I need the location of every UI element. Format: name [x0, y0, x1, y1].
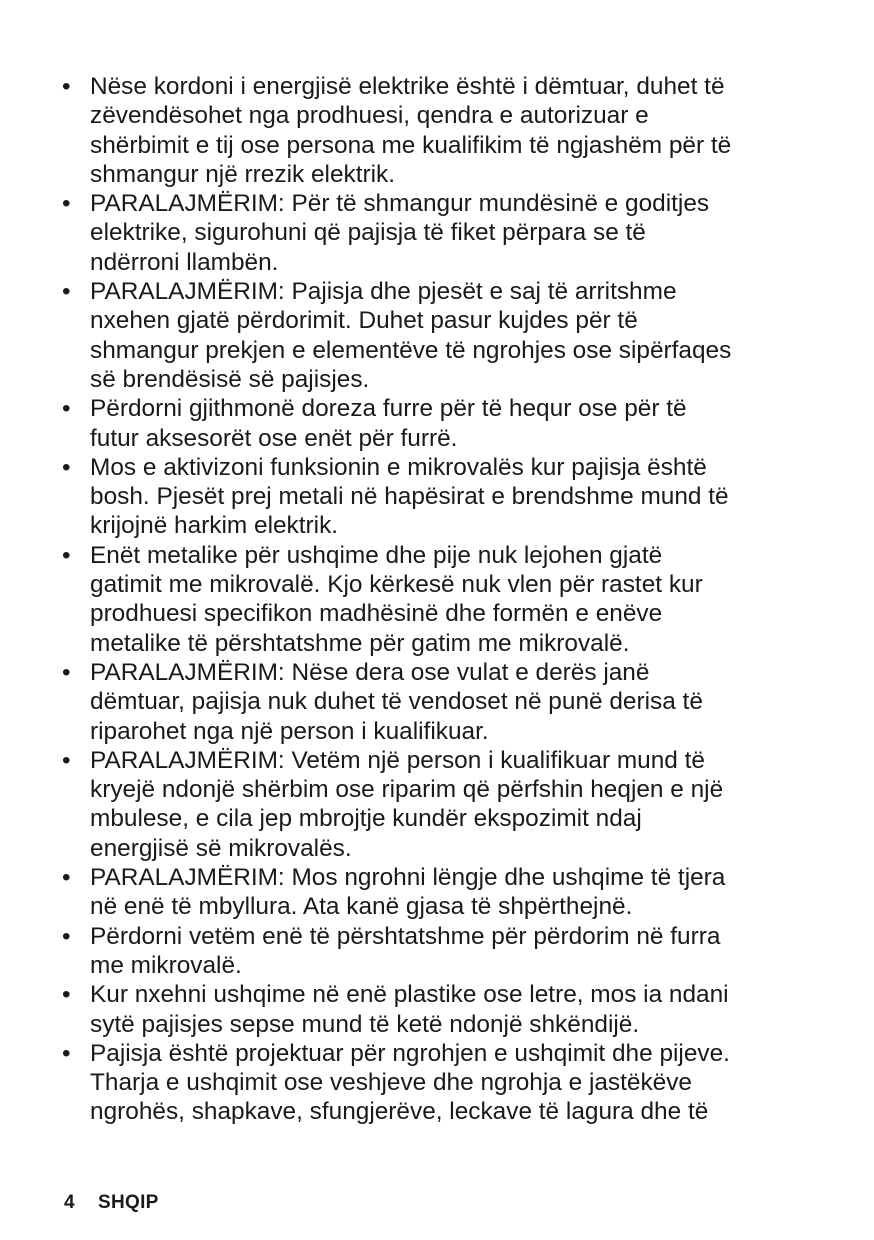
list-item-line: Përdorni vetëm enë të përshtatshme për përdorim në furra: [90, 922, 721, 950]
list-item-line: krijojnë harkim elektrik.: [90, 512, 339, 540]
list-item-line: Nëse kordoni i energjisë elektrike është i dëmtuar, duhet të: [90, 73, 725, 100]
list-item: [62, 980, 822, 1039]
list-item-line: Kur nxehni ushqime në enë plastike ose letre, mos ia ndani: [90, 981, 729, 1009]
list-item-line: ngrohës, shapkave, sfungjerëve, leckave të lagura dhe të: [90, 1098, 709, 1126]
bullet-icon: •: [62, 864, 71, 892]
bullet-icon: •: [62, 922, 71, 950]
list-item: [62, 394, 822, 453]
list-item-line: PARALAJMËRIM: Mos ngrohni lëngje dhe ushqime të tjera: [90, 864, 726, 892]
list-item-line: PARALAJMËRIM: Nëse dera ose vulat e derës janë: [90, 658, 650, 686]
list-item: [62, 863, 822, 922]
list-item-line: futur aksesorët ose enët për furrë.: [90, 424, 458, 452]
list-item-line: PARALAJMËRIM: Vetëm një person i kualifikuar mund të: [90, 746, 705, 774]
list-item-line: shërbimit e tij ose persona me kualifikim të ngjashëm për të: [90, 131, 732, 159]
bullet-icon: •: [62, 395, 71, 423]
list-item-line: riparohet nga një person i kualifikuar.: [90, 717, 489, 745]
list-item-line: shmangur një rrezik elektrik.: [90, 160, 395, 188]
list-item-line: kryejë ndonjë shërbim ose riparim që përfshin heqjen e një: [90, 776, 724, 804]
list-item: [62, 658, 822, 746]
list-item: [62, 277, 822, 394]
list-item: [62, 1039, 822, 1127]
list-item-line: gatimit me mikrovalë. Kjo kërkesë nuk vlen për rastet kur: [90, 571, 703, 599]
list-item-line: mbulese, e cila jep mbrojtje kundër ekspozimit ndaj: [90, 805, 642, 833]
list-item-line: prodhuesi specifikon madhësinë dhe formën e enëve: [90, 600, 663, 628]
list-item-line: ndërroni llambën.: [90, 248, 279, 276]
bullet-icon: •: [62, 453, 71, 481]
list-item-line: bosh. Pjesët prej metali në hapësirat e brendshme mund të: [90, 483, 729, 511]
list-item-line: Mos e aktivizoni funksionin e mikrovalës kur pajisja është: [90, 453, 707, 481]
list-item-line: me mikrovalë.: [90, 951, 242, 979]
bullet-icon: •: [62, 746, 71, 774]
bullet-icon: •: [62, 981, 71, 1009]
list-item-line: PARALAJMËRIM: Për të shmangur mundësinë e goditjes: [90, 190, 710, 218]
list-item-line: në enë të mbyllura. Ata kanë gjasa të shpërthejnë.: [90, 893, 633, 921]
list-item-line: PARALAJMËRIM: Pajisja dhe pjesët e saj të arritshme: [90, 278, 677, 306]
bullet-icon: •: [62, 73, 71, 100]
list-item-line: Pajisja është projektuar për ngrohjen e ushqimit dhe pijeve.: [90, 1039, 730, 1067]
list-item-line: sytë pajisjes sepse mund të ketë ndonjë shkëndijë.: [90, 1010, 640, 1038]
list-item: [62, 453, 822, 541]
list-item-line: Tharja e ushqimit ose veshjeve dhe ngrohja e jastëkëve: [90, 1069, 692, 1097]
list-item-line: shmangur prekjen e elementëve të ngrohjes ose sipërfaqes: [90, 336, 732, 364]
list-item-line: zëvendësohet nga prodhuesi, qendra e autorizuar e: [90, 102, 649, 130]
list-item-line: Enët metalike për ushqime dhe pije nuk lejohen gjatë: [90, 541, 663, 569]
language-label: SHQIP: [98, 1192, 159, 1213]
page-content: [62, 72, 822, 1127]
page-number: 4: [64, 1192, 75, 1213]
list-item-line: nxehen gjatë përdorimit. Duhet pasur kujdes për të: [90, 307, 638, 335]
list-item-line: metalike të përshtatshme për gatim me mikrovalë.: [90, 629, 630, 657]
bullet-icon: •: [62, 190, 71, 218]
page-footer: [64, 1192, 159, 1214]
bullet-icon: •: [62, 278, 71, 306]
list-item-line: Përdorni gjithmonë doreza furre për të hequr ose për të: [90, 395, 687, 423]
list-item-line: dëmtuar, pajisja nuk duhet të vendoset në punë derisa të: [90, 688, 703, 716]
bullet-icon: •: [62, 541, 71, 569]
list-item: [62, 922, 822, 981]
list-item-line: energjisë së mikrovalës.: [90, 834, 352, 862]
list-item: [62, 189, 822, 277]
list-item-line: elektrike, sigurohuni që pajisja të fiket përpara se të: [90, 219, 646, 247]
list-item-line: së brendësisë së pajisjes.: [90, 365, 370, 393]
list-item: [62, 746, 822, 863]
safety-instructions-list: [62, 72, 822, 1127]
list-item: [62, 541, 822, 658]
bullet-icon: •: [62, 658, 71, 686]
list-item: [62, 72, 822, 189]
bullet-icon: •: [62, 1039, 71, 1067]
